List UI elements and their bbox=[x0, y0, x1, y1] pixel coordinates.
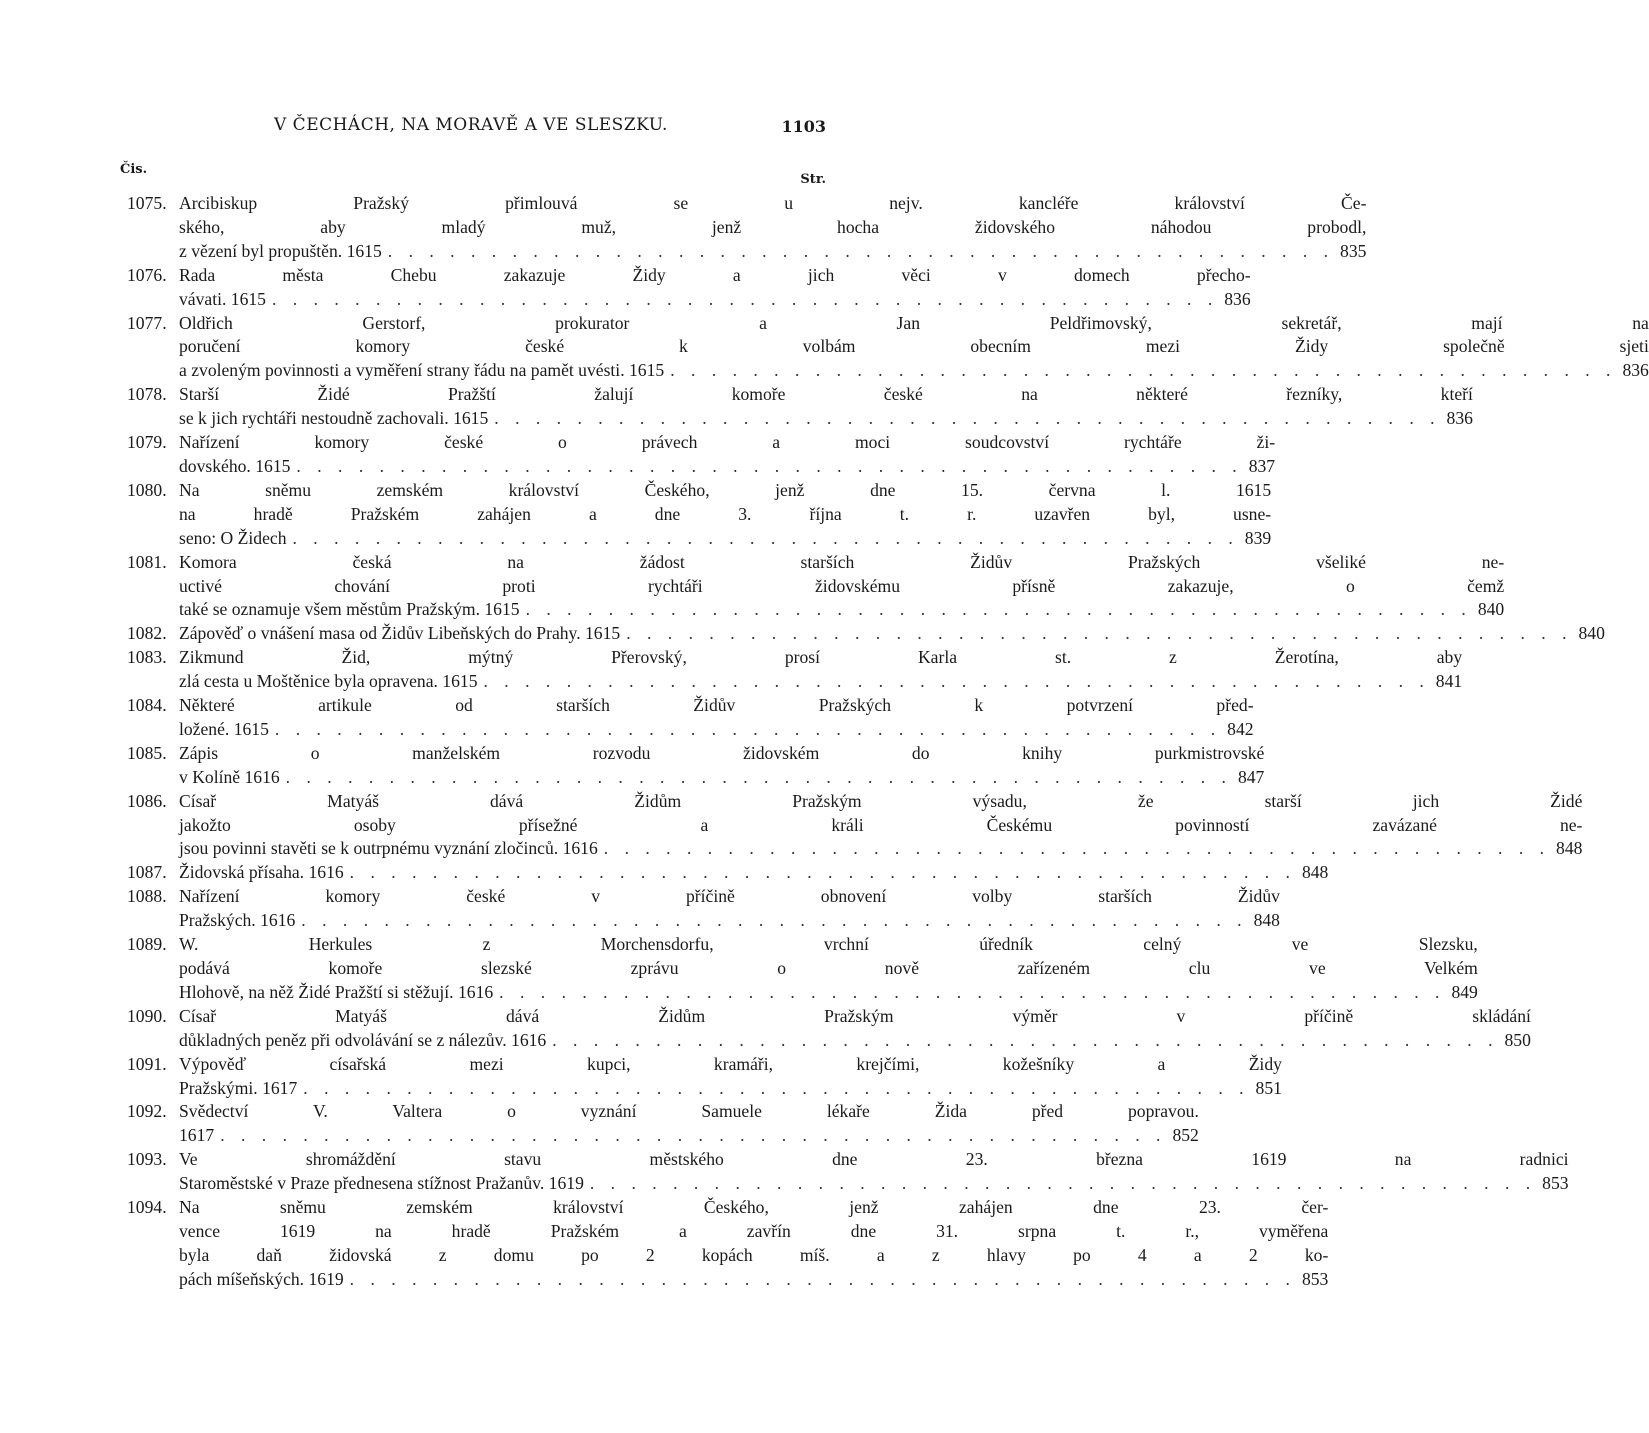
entry-line: na hradě Pražském zahájen a dne 3. října t. r. uzavřen byl, usne- bbox=[179, 503, 1272, 524]
entry-page-number: 841 bbox=[1435, 671, 1463, 692]
entry-line: Zápis o manželském rozvodu židovském do knihy purkmistrovské bbox=[179, 742, 1265, 763]
dot-leader: . . . . . . . . . . . . . . . . . . . . . . . . . . . . . . . . . . . . . . . . . . . . . . bbox=[274, 718, 1222, 739]
entry-line bbox=[179, 1077, 1282, 1101]
entry-text bbox=[179, 1196, 1328, 1292]
entry-number: 1079. bbox=[127, 432, 167, 453]
toc-entry bbox=[127, 646, 1463, 694]
entry-number: 1088. bbox=[127, 886, 167, 907]
entry-number: 1075. bbox=[127, 193, 167, 213]
toc-entry bbox=[127, 1005, 1531, 1053]
entry-text bbox=[179, 694, 1254, 742]
dot-leader: . . . . . . . . . . . . . . . . . . . . . . . . . . . . . . . . . . . . . . . . . . . . . . bbox=[626, 623, 1573, 644]
entry-number: 1087. bbox=[127, 862, 167, 883]
entry-line: Rada města Chebu zakazuje Židy a jich věci v domech přecho- bbox=[179, 264, 1251, 285]
dot-leader: . . . . . . . . . . . . . . . . . . . . . . . . . . . . . . . . . . . . . . . . . . . . . . bbox=[220, 1125, 1167, 1146]
entry-line: Některé artikule od starších Židův Pražských k potvrzení před- bbox=[179, 695, 1254, 716]
entry-page-number: 836 bbox=[1224, 288, 1251, 309]
entry-line-text: se k jich rychtáři nestoudně zachovali. 1615 bbox=[179, 408, 489, 429]
entry-line-text: v Kolíně 1616 bbox=[179, 766, 280, 787]
entry-page-number: 848 bbox=[1253, 910, 1280, 931]
dot-leader: . . . . . . . . . . . . . . . . . . . . . . . . . . . . . . . . . . . . . . . . . . . . . . bbox=[603, 838, 1551, 859]
entry-number: 1091. bbox=[127, 1053, 167, 1074]
entry-text bbox=[179, 1100, 1199, 1148]
dot-leader: . . . . . . . . . . . . . . . . . . . . . . . . . . . . . . . . . . . . . . . . . . . . . . bbox=[303, 1077, 1250, 1098]
dot-leader: . . . . . . . . . . . . . . . . . . . . . . . . . . . . . . . . . . . . . . . . . . . . . . bbox=[349, 1268, 1296, 1289]
entry-line-text: zlá cesta u Moštěnice byla opravena. 1615 bbox=[179, 671, 478, 692]
entry-page-number: 840 bbox=[1477, 599, 1505, 620]
table-of-contents bbox=[127, 192, 1649, 1292]
entry-line: Císař Matyáš dává Židům Pražským výsadu, že starší jich Židé bbox=[179, 790, 1583, 811]
entry-line: Císař Matyáš dává Židům Pražským výměr v příčině skládání bbox=[179, 1005, 1531, 1026]
entry-text bbox=[179, 192, 1366, 264]
entry-line: uctivé chování proti rychtáři židovskému přísně zakazuje, o čemž bbox=[179, 575, 1505, 596]
entry-line-text: dovského. 1615 bbox=[179, 455, 291, 476]
entry-page-number: 842 bbox=[1227, 718, 1254, 739]
entry-text bbox=[179, 1148, 1569, 1196]
entry-number: 1085. bbox=[127, 742, 167, 763]
entry-line bbox=[179, 718, 1254, 742]
entry-text bbox=[179, 431, 1275, 479]
entry-line-text: Zápověď o vnášení masa od Židův Libeňských do Prahy. 1615 bbox=[179, 623, 621, 644]
entry-line-text: pách míšeňských. 1619 bbox=[179, 1268, 344, 1289]
entry-page-number: 849 bbox=[1451, 981, 1478, 1002]
entry-number: 1090. bbox=[127, 1005, 167, 1026]
running-title: V ČECHÁCH, NA MORAVĚ A VE SLESZKU. bbox=[274, 115, 668, 135]
entry-page-number: 847 bbox=[1237, 766, 1265, 787]
entry-number: 1089. bbox=[127, 934, 167, 955]
entry-line bbox=[179, 861, 1328, 885]
dot-leader: . . . . . . . . . . . . . . . . . . . . . . . . . . . . . . . . . . . . . . . . . . . . . . bbox=[292, 527, 1239, 548]
entry-line bbox=[179, 598, 1504, 622]
entry-line-text: z vězení byl propuštěn. 1615 bbox=[179, 240, 382, 261]
toc-entry bbox=[127, 192, 1367, 264]
dot-leader: . . . . . . . . . . . . . . . . . . . . . . . . . . . . . . . . . . . . . . . . . . . . . . bbox=[296, 455, 1243, 476]
dot-leader: . . . . . . . . . . . . . . . . . . . . . . . . . . . . . . . . . . . . . . . . . . . . . . bbox=[552, 1029, 1499, 1050]
entry-number: 1081. bbox=[127, 551, 167, 572]
column-label-page: Str. bbox=[800, 172, 826, 187]
entry-number: 1083. bbox=[127, 647, 167, 668]
entry-line bbox=[179, 837, 1582, 861]
toc-entry bbox=[127, 694, 1254, 742]
dot-leader: . . . . . . . . . . . . . . . . . . . . . . . . . . . . . . . . . . . . . . . . . . . . . . bbox=[387, 240, 1335, 261]
entry-page-number: 836 bbox=[1622, 360, 1649, 381]
entry-page-number: 853 bbox=[1301, 1268, 1329, 1289]
entry-number: 1094. bbox=[127, 1197, 167, 1218]
entry-line: byla daň židovská z domu po 2 kopách míš. a z hlavy po 4 a 2 ko- bbox=[179, 1244, 1329, 1265]
toc-entry bbox=[127, 861, 1329, 885]
entry-number: 1082. bbox=[127, 623, 167, 644]
entry-number: 1084. bbox=[127, 695, 167, 716]
toc-entry bbox=[127, 790, 1583, 862]
entry-line-text: 1617 bbox=[179, 1125, 215, 1146]
entry-line bbox=[179, 240, 1366, 264]
entry-text bbox=[179, 264, 1251, 312]
entry-line: jakožto osoby přísežné a králi Českému povinností zavázané ne- bbox=[179, 814, 1583, 835]
column-label-number: Čis. bbox=[120, 162, 148, 177]
entry-line: Arcibiskup Pražský přimlouvá se u nejv. kancléře království Če- bbox=[179, 193, 1367, 213]
entry-line-text: jsou povinni stavěti se k outrpnému vyznání zločinců. 1616 bbox=[179, 838, 598, 859]
entry-text bbox=[179, 861, 1328, 885]
entry-line bbox=[179, 359, 1649, 383]
dot-leader: . . . . . . . . . . . . . . . . . . . . . . . . . . . . . . . . . . . . . . . . . . . . . . bbox=[483, 671, 1430, 692]
entry-number: 1093. bbox=[127, 1149, 167, 1170]
dot-leader: . . . . . . . . . . . . . . . . . . . . . . . . . . . . . . . . . . . . . . . . . . . . . . bbox=[301, 910, 1248, 931]
entry-text bbox=[179, 312, 1649, 384]
entry-line bbox=[179, 1172, 1569, 1196]
entry-text bbox=[179, 1005, 1531, 1053]
dot-leader: . . . . . . . . . . . . . . . . . . . . . . . . . . . . . . . . . . . . . . . . . . . . . . bbox=[589, 1173, 1537, 1194]
entry-line bbox=[179, 981, 1478, 1005]
entry-line bbox=[179, 288, 1251, 312]
entry-line-text: seno: O Židech bbox=[179, 527, 287, 548]
entry-line: Zikmund Žid, mýtný Přerovský, prosí Karla st. z Žerotína, aby bbox=[179, 647, 1463, 668]
toc-entry bbox=[127, 1100, 1199, 1148]
toc-entry bbox=[127, 622, 1605, 646]
entry-line-text: ložené. 1615 bbox=[179, 718, 269, 739]
entry-text bbox=[179, 383, 1473, 431]
entry-number: 1086. bbox=[127, 790, 167, 811]
entry-text bbox=[179, 885, 1280, 933]
entry-line: Oldřich Gerstorf, prokurator a Jan Peldřimovský, sekretář, mají na bbox=[179, 312, 1649, 333]
entry-text bbox=[179, 479, 1271, 551]
toc-entry bbox=[127, 1053, 1282, 1101]
entry-line: W. Herkules z Morchensdorfu, vrchní úředník celný ve Slezsku, bbox=[179, 934, 1478, 955]
entry-text bbox=[179, 646, 1462, 694]
entry-page-number: 840 bbox=[1578, 623, 1605, 644]
entry-line-text: Pražských. 1616 bbox=[179, 910, 296, 931]
toc-entry bbox=[127, 885, 1280, 933]
entry-line bbox=[179, 455, 1275, 479]
entry-page-number: 848 bbox=[1556, 838, 1583, 859]
toc-entry bbox=[127, 383, 1473, 431]
page-number: 1103 bbox=[781, 117, 826, 136]
toc-entry bbox=[127, 312, 1649, 384]
entry-page-number: 848 bbox=[1301, 862, 1329, 883]
toc-entry bbox=[127, 742, 1265, 790]
entry-page-number: 850 bbox=[1504, 1029, 1531, 1050]
entry-line-text: Židovská přísaha. 1616 bbox=[179, 862, 344, 883]
dot-leader: . . . . . . . . . . . . . . . . . . . . . . . . . . . . . . . . . . . . . . . . . . . . . . bbox=[525, 599, 1472, 620]
entry-page-number: 839 bbox=[1244, 527, 1272, 548]
entry-line: Na sněmu zemském království Českého, jenž dne 15. června l. 1615 bbox=[179, 479, 1272, 500]
entry-line-text: a zvoleným povinnosti a vyměření strany řádu na pamět uvésti. 1615 bbox=[179, 360, 665, 381]
entry-text bbox=[179, 790, 1582, 862]
entry-line: ského, aby mladý muž, jenž hocha židovského náhodou probodl, bbox=[179, 216, 1367, 237]
entry-line-text: Pražskými. 1617 bbox=[179, 1077, 298, 1098]
dot-leader: . . . . . . . . . . . . . . . . . . . . . . . . . . . . . . . . . . . . . . . . . . . . . . bbox=[494, 408, 1441, 429]
entry-line bbox=[179, 1029, 1531, 1053]
dot-leader: . . . . . . . . . . . . . . . . . . . . . . . . . . . . . . . . . . . . . . . . . . . . . . bbox=[670, 360, 1617, 381]
entry-line-text: důkladných peněz při odvolávání se z nálezův. 1616 bbox=[179, 1029, 547, 1050]
entry-text bbox=[179, 742, 1264, 790]
dot-leader: . . . . . . . . . . . . . . . . . . . . . . . . . . . . . . . . . . . . . . . . . . . . . . bbox=[271, 288, 1219, 309]
entry-line-text: Staroměstské v Praze přednesena stížnost Pražanův. 1619 bbox=[179, 1173, 584, 1194]
entry-line bbox=[179, 1268, 1328, 1292]
entry-line: vence 1619 na hradě Pražském a zavřín dne 31. srpna t. r., vyměřena bbox=[179, 1220, 1329, 1241]
entry-line: Nařízení komory české o právech a moci soudcovství rychtáře ži- bbox=[179, 432, 1276, 453]
toc-entry bbox=[127, 431, 1276, 479]
entry-line: Nařízení komory české v příčině obnovení volby starších Židův bbox=[179, 886, 1280, 907]
toc-entry bbox=[127, 479, 1272, 551]
dot-leader: . . . . . . . . . . . . . . . . . . . . . . . . . . . . . . . . . . . . . . . . . . . . . . bbox=[349, 862, 1296, 883]
entry-text bbox=[179, 551, 1504, 623]
entry-text bbox=[179, 622, 1605, 646]
entry-number: 1076. bbox=[127, 264, 167, 285]
entry-line bbox=[179, 670, 1462, 694]
entry-text bbox=[179, 1053, 1282, 1101]
entry-line: podává komoře slezské zprávu o nově zařízeném clu ve Velkém bbox=[179, 958, 1478, 978]
entry-number: 1080. bbox=[127, 479, 167, 500]
toc-entry bbox=[127, 1196, 1329, 1292]
entry-line bbox=[179, 407, 1473, 431]
entry-line bbox=[179, 909, 1280, 933]
entry-line: Komora česká na žádost starších Židův Pražských všeliké ne- bbox=[179, 551, 1505, 572]
entry-text bbox=[179, 933, 1478, 1005]
entry-number: 1077. bbox=[127, 312, 167, 333]
entry-page-number: 853 bbox=[1542, 1173, 1569, 1194]
entry-number: 1078. bbox=[127, 384, 167, 405]
toc-entry bbox=[127, 933, 1478, 1005]
entry-page-number: 837 bbox=[1248, 455, 1276, 476]
entry-line: poručení komory české k volbám obecním mezi Židy společně sjeti bbox=[179, 336, 1649, 357]
entry-line: Svědectví V. Valtera o vyznání Samuele lékaře Žida před popravou. bbox=[179, 1101, 1199, 1122]
dot-leader: . . . . . . . . . . . . . . . . . . . . . . . . . . . . . . . . . . . . . . . . . . . . . . bbox=[285, 766, 1232, 787]
toc-entry bbox=[127, 551, 1505, 623]
entry-number: 1092. bbox=[127, 1101, 167, 1122]
entry-line: Na sněmu zemském království Českého, jenž zahájen dne 23. čer- bbox=[179, 1197, 1329, 1218]
dot-leader: . . . . . . . . . . . . . . . . . . . . . . . . . . . . . . . . . . . . . . . . . . . . . . bbox=[499, 981, 1446, 1002]
entry-line: Výpověď císařská mezi kupci, kramáři, krejčími, kožešníky a Židy bbox=[179, 1053, 1282, 1074]
entry-page-number: 835 bbox=[1340, 240, 1367, 261]
entry-line-text: také se oznamuje všem městům Pražským. 1615 bbox=[179, 599, 520, 620]
entry-page-number: 836 bbox=[1446, 408, 1473, 429]
entry-line-text: Hlohově, na něž Židé Pražští si stěžují. 1616 bbox=[179, 981, 494, 1002]
entry-line: Ve shromáždění stavu městského dne 23. března 1619 na radnici bbox=[179, 1149, 1569, 1170]
entry-line bbox=[179, 766, 1264, 790]
entry-line: Starší Židé Pražští žalují komoře české na některé řezníky, kteří bbox=[179, 384, 1473, 405]
toc-entry bbox=[127, 1148, 1569, 1196]
entry-line bbox=[179, 527, 1271, 551]
entry-line bbox=[179, 1124, 1199, 1148]
entry-line-text: vávati. 1615 bbox=[179, 288, 266, 309]
entry-page-number: 852 bbox=[1172, 1125, 1199, 1146]
toc-entry bbox=[127, 264, 1251, 312]
entry-page-number: 851 bbox=[1255, 1077, 1282, 1098]
entry-line bbox=[179, 622, 1605, 646]
